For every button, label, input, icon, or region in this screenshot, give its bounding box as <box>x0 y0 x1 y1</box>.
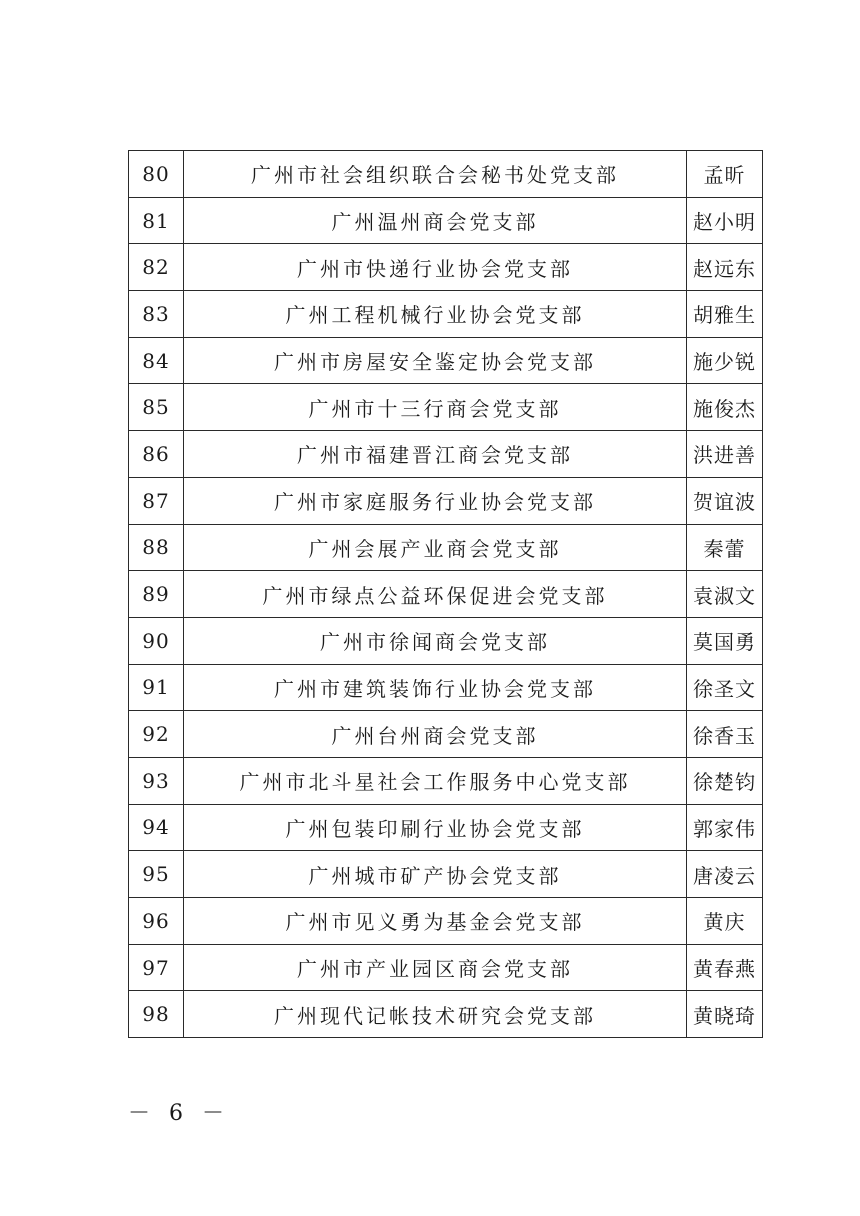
row-number: 93 <box>129 757 184 804</box>
table-row <box>129 804 763 851</box>
organization-name: 广州台州商会党支部 <box>184 711 687 758</box>
person-name: 袁淑文 <box>687 571 763 618</box>
person-name: 郭家伟 <box>687 804 763 851</box>
organization-name: 广州市快递行业协会党支部 <box>184 244 687 291</box>
row-number: 96 <box>129 898 184 945</box>
person-name: 秦蕾 <box>687 524 763 571</box>
table-body <box>129 151 763 1038</box>
organization-name: 广州市徐闻商会党支部 <box>184 617 687 664</box>
organization-name: 广州市十三行商会党支部 <box>184 384 687 431</box>
organization-name: 广州市社会组织联合会秘书处党支部 <box>184 151 687 198</box>
organization-name: 广州市绿点公益环保促进会党支部 <box>184 571 687 618</box>
organization-name: 广州温州商会党支部 <box>184 197 687 244</box>
organization-name: 广州城市矿产协会党支部 <box>184 851 687 898</box>
organization-name: 广州市福建晋江商会党支部 <box>184 431 687 478</box>
table-row <box>129 291 763 338</box>
person-name: 施俊杰 <box>687 384 763 431</box>
table-row <box>129 851 763 898</box>
organization-name: 广州包装印刷行业协会党支部 <box>184 804 687 851</box>
table-row <box>129 477 763 524</box>
person-name: 徐香玉 <box>687 711 763 758</box>
person-name: 莫国勇 <box>687 617 763 664</box>
person-name: 贺谊波 <box>687 477 763 524</box>
row-number: 98 <box>129 991 184 1038</box>
table-row <box>129 664 763 711</box>
row-number: 81 <box>129 197 184 244</box>
page-number: － 6 － <box>128 1101 230 1126</box>
organization-name: 广州市产业园区商会党支部 <box>184 944 687 991</box>
table-row <box>129 524 763 571</box>
person-name: 施少锐 <box>687 337 763 384</box>
row-number: 84 <box>129 337 184 384</box>
person-name: 赵小明 <box>687 197 763 244</box>
organization-name: 广州市房屋安全鉴定协会党支部 <box>184 337 687 384</box>
person-name: 赵远东 <box>687 244 763 291</box>
row-number: 87 <box>129 477 184 524</box>
organization-name: 广州市见义勇为基金会党支部 <box>184 898 687 945</box>
organization-name: 广州现代记帐技术研究会党支部 <box>184 991 687 1038</box>
party-branch-table <box>128 150 763 1038</box>
table-row <box>129 944 763 991</box>
table-row <box>129 244 763 291</box>
person-name: 徐圣文 <box>687 664 763 711</box>
person-name: 孟昕 <box>687 151 763 198</box>
table-row <box>129 431 763 478</box>
row-number: 82 <box>129 244 184 291</box>
organization-name: 广州市家庭服务行业协会党支部 <box>184 477 687 524</box>
row-number: 86 <box>129 431 184 478</box>
person-name: 黄晓琦 <box>687 991 763 1038</box>
person-name: 洪进善 <box>687 431 763 478</box>
organization-name: 广州工程机械行业协会党支部 <box>184 291 687 338</box>
row-number: 97 <box>129 944 184 991</box>
table-row <box>129 384 763 431</box>
row-number: 90 <box>129 617 184 664</box>
person-name: 徐楚钧 <box>687 757 763 804</box>
person-name: 黄春燕 <box>687 944 763 991</box>
organization-name: 广州市北斗星社会工作服务中心党支部 <box>184 757 687 804</box>
table-row <box>129 571 763 618</box>
person-name: 黄庆 <box>687 898 763 945</box>
row-number: 88 <box>129 524 184 571</box>
table-row <box>129 898 763 945</box>
row-number: 80 <box>129 151 184 198</box>
table-row <box>129 617 763 664</box>
row-number: 92 <box>129 711 184 758</box>
table-row <box>129 711 763 758</box>
row-number: 94 <box>129 804 184 851</box>
row-number: 91 <box>129 664 184 711</box>
table-row <box>129 991 763 1038</box>
row-number: 95 <box>129 851 184 898</box>
table-row <box>129 197 763 244</box>
row-number: 85 <box>129 384 184 431</box>
table-row <box>129 151 763 198</box>
table-row <box>129 337 763 384</box>
person-name: 唐凌云 <box>687 851 763 898</box>
person-name: 胡雅生 <box>687 291 763 338</box>
row-number: 83 <box>129 291 184 338</box>
organization-name: 广州市建筑装饰行业协会党支部 <box>184 664 687 711</box>
table-row <box>129 757 763 804</box>
row-number: 89 <box>129 571 184 618</box>
organization-name: 广州会展产业商会党支部 <box>184 524 687 571</box>
